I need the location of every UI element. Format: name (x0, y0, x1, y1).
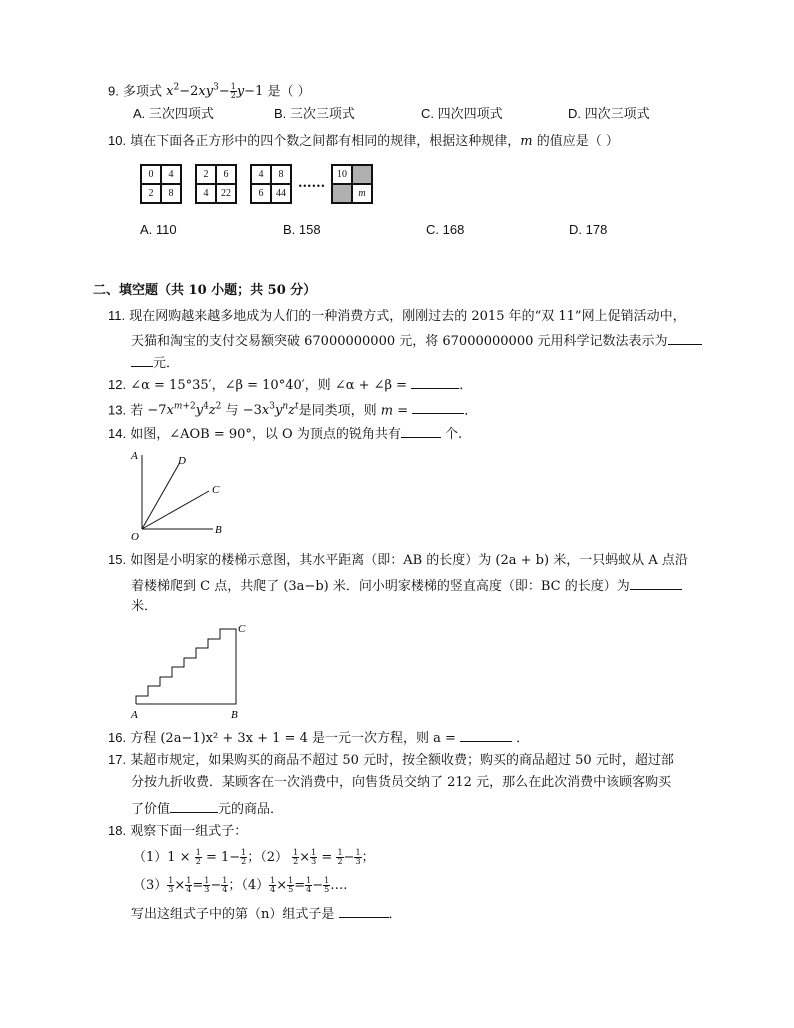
fraction: $\frac{1}{3}$ (311, 848, 317, 866)
question-line-1: 如图是小明家的楼梯示意图，其水平距离（即：AB 的长度）为 (2a + b) 米，一只蚂蚁从 A 点沿 (130, 553, 688, 568)
example-line-1 (133, 849, 375, 866)
fraction: $\frac{1}{4}$ (270, 876, 276, 894)
question-line-2: 着楼梯爬到 C 点，共爬了 (3a−b) 米．问小明家楼梯的竖直高度（即：BC 的长度）为 (131, 579, 630, 594)
fraction: $\frac{1}{3}$ (204, 876, 210, 894)
label-c: C (238, 623, 246, 635)
question-number: 13. (108, 402, 127, 418)
expr-part: × (299, 850, 311, 865)
fraction: $\frac{1}{3}$ (168, 876, 174, 894)
staircase-figure (128, 618, 258, 722)
answer-blank[interactable] (668, 331, 702, 345)
cell: 44 (271, 184, 291, 203)
shaded-cell (352, 165, 372, 184)
cell: 4 (196, 184, 216, 203)
section-title: 二、填空题（共 10 小题；共 50 分） (93, 283, 317, 298)
term-1: $-7x^{m+2}y^4z^2$ (147, 402, 222, 419)
question-11-line-2 (131, 331, 702, 350)
answer-blank[interactable] (411, 375, 459, 389)
ray-od (142, 464, 179, 529)
option-b[interactable]: B. 158 (283, 222, 321, 237)
question-stem-suffix: 是（ ） (267, 84, 311, 100)
period: ． (459, 378, 473, 393)
question-number: 17. (108, 752, 127, 767)
question-number: 9. (108, 83, 119, 99)
expr-part: = 1− (205, 850, 241, 865)
answer-blank[interactable] (412, 400, 464, 414)
fraction: $\frac{1}{5}$ (288, 876, 294, 894)
question-17 (108, 752, 674, 769)
question-number: 15. (108, 552, 127, 567)
answer-blank[interactable] (170, 799, 218, 813)
example-line-2: （3） $\frac{1}{3}$ × $\frac{1}{4}$ = $\frac{1}{3}$ − $\frac{1}{4}$ ；（4） $\frac{1}{4}$ × $\frac{1}{5}$ = $\frac{1}{4}$ − $\frac{1}{5}$ …. (133, 876, 348, 894)
cell: 8 (271, 165, 291, 184)
question-text: 如图，∠AOB = 90°，以 O 为顶点的锐角共有 (130, 427, 401, 442)
question-stem: 观察下面一组式子： (130, 824, 248, 839)
variable-m: m (520, 134, 533, 149)
question-line-2: 天猫和淘宝的支付交易额突破 67000000000 元，将 67000000000 元用科学记数法表示为 (131, 334, 668, 349)
fraction: $\frac{1}{4}$ (306, 876, 312, 894)
cell: 6 (251, 184, 271, 203)
period: ． (388, 907, 402, 922)
label-b: B (231, 709, 238, 721)
label-d: D (178, 455, 186, 467)
question-10 (108, 133, 619, 150)
expr-part: ；（4） (228, 878, 270, 893)
fraction: $\frac{1}{2}$ (293, 848, 299, 866)
expr-part: ；（2） (247, 850, 289, 865)
cell: 4 (161, 165, 181, 184)
staircase-outline (136, 629, 236, 704)
question-number: 18. (108, 823, 127, 838)
cell: 22 (216, 184, 236, 203)
period: ． (464, 403, 478, 419)
question-number: 12. (108, 377, 127, 392)
question-line-1: 某超市规定，如果购买的商品不超过 50 元时，按全额收费；购买的商品超过 50 元时，超过部 (130, 753, 674, 768)
question-number: 16. (108, 730, 127, 745)
label-a: A (131, 709, 138, 721)
label-a: A (131, 450, 138, 462)
expr-part: ； (361, 850, 375, 865)
fraction: $\frac{1}{2}$ (195, 848, 201, 866)
question-line-1: 现在网购越来越多地成为人们的一种消费方式，刚刚过去的 2015 年的“双 11”网上促销活动中， (129, 309, 686, 324)
expr-part: …. (330, 878, 348, 893)
period: ． (516, 731, 530, 746)
answer-blank[interactable] (131, 353, 153, 367)
question-number: 14. (108, 426, 127, 441)
ellipsis-dots: ...... (298, 176, 326, 191)
fraction: $\frac{1}{4}$ (186, 876, 192, 894)
label-b: B (215, 524, 222, 536)
cell: 2 (141, 184, 161, 203)
cell: 8 (161, 184, 181, 203)
cell: 6 (216, 165, 236, 184)
number-square-4 (331, 164, 373, 204)
question-15 (108, 552, 688, 569)
option-a[interactable]: A. 110 (140, 222, 177, 237)
fraction: $\frac{1}{5}$ (324, 876, 330, 894)
cell: 0 (141, 165, 161, 184)
term-2: $-3x^3y^nz^t$ (242, 402, 299, 419)
question-line-3: 元． (153, 356, 180, 371)
question-prefix: 若 (130, 403, 144, 419)
option-c[interactable]: C. 168 (426, 222, 465, 237)
question-stem-prefix: 多项式 (122, 84, 162, 100)
expr-part: （3） (133, 878, 168, 893)
option-a[interactable]: A. 三次四项式 (133, 106, 214, 121)
cell-m: m (352, 184, 372, 203)
option-c[interactable]: C. 四次四项式 (421, 106, 503, 121)
question-15-line-2 (131, 576, 682, 595)
answer-blank[interactable] (630, 576, 682, 590)
question-17-line-2: 分按九折收费．某顾客在一次消费中，向售货员交纳了 212 元，那么在此次消费中该顾客购买 (131, 775, 672, 790)
question-line-3a: 了价值 (131, 802, 171, 817)
shaded-cell (332, 184, 352, 203)
number-square-1 (140, 164, 182, 204)
question-text: 写出这组式子中的第（n）组式子是 (131, 907, 335, 922)
question-9 (108, 80, 311, 100)
expr-part: − (343, 850, 355, 865)
question-number: 11. (108, 308, 126, 323)
answer-blank[interactable] (401, 424, 441, 438)
question-14 (108, 424, 462, 443)
cell: 4 (251, 165, 271, 184)
question-12 (108, 375, 472, 394)
number-square-2 (195, 164, 237, 204)
fraction: $\frac{1}{4}$ (222, 876, 228, 894)
cell: 10 (332, 165, 352, 184)
label-o: O (131, 531, 139, 542)
question-stem-suffix: 的值应是（ ） (532, 134, 619, 149)
cell: 2 (196, 165, 216, 184)
question-18-last (131, 904, 402, 923)
ray-oc (142, 491, 209, 529)
option-d[interactable]: D. 四次三项式 (568, 106, 650, 121)
fraction: $\frac{1}{3}$ (355, 848, 361, 866)
question-text: 方程 (2a−1)x² + 3x + 1 = 4 是一元一次方程，则 a = (130, 731, 461, 746)
number-square-3 (250, 164, 292, 204)
question-number: 10. (108, 133, 127, 148)
answer-blank[interactable] (460, 728, 512, 742)
variable-m: m (380, 403, 394, 419)
question-stem: 填在下面各正方形中的四个数之间都有相同的规律，根据这种规律， (130, 134, 521, 149)
label-c: C (212, 484, 220, 496)
question-end: 个. (444, 427, 463, 442)
question-13: 13. 若 $-7x^{m+2}y^4z^2$ 与 $-3x^3y^nz^t$是同类项，则 m = ． (108, 402, 478, 419)
angle-figure (125, 447, 235, 542)
option-d[interactable]: D. 178 (569, 222, 608, 237)
fraction: $\frac{1}{2}$ (241, 848, 247, 866)
question-15-line-3: 米． (131, 599, 158, 614)
question-11 (108, 308, 686, 325)
question-11-line-3 (131, 353, 179, 372)
question-16 (108, 728, 529, 747)
question-line-3b: 元的商品． (218, 802, 284, 817)
question-text: ∠α = 15°35′，∠β = 10°40′，则 ∠α + ∠β = (130, 378, 412, 393)
fraction: $\frac{1}{2}$ (337, 848, 343, 866)
question-18 (108, 823, 247, 840)
question-mid: 与 (225, 403, 239, 419)
polynomial-expression: $x^2-2xy^3-$ $\frac{1}{2}$ y−1 (166, 82, 264, 101)
expr-part: = (321, 850, 333, 865)
question-17-line-3 (131, 799, 283, 818)
expr-part: （1）1 × (133, 850, 191, 865)
question-suffix: 是同类项，则 (298, 403, 377, 419)
answer-blank[interactable] (339, 904, 389, 918)
option-b[interactable]: B. 三次三项式 (274, 106, 355, 121)
